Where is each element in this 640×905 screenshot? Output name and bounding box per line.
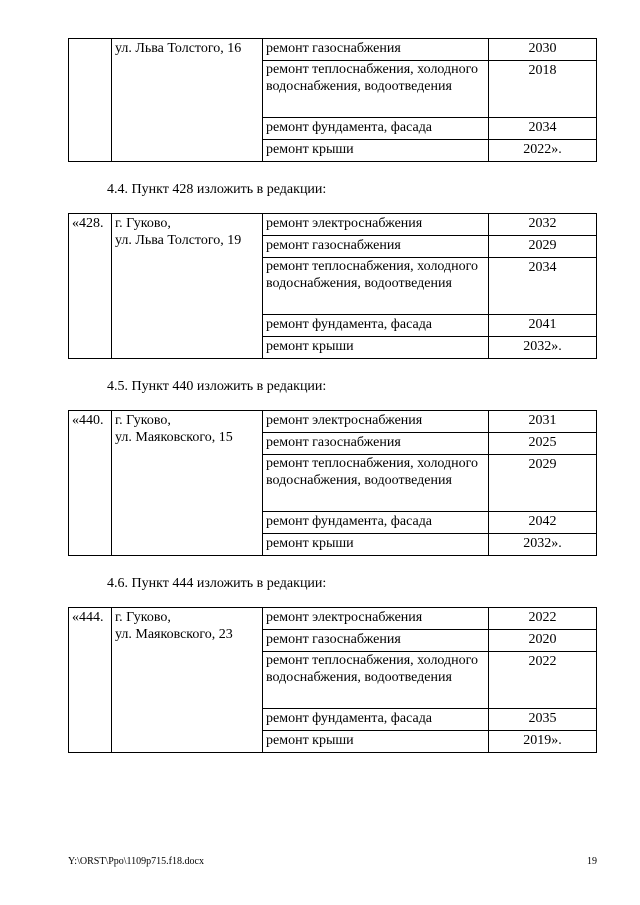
work-type-cell: ремонт крыши [263, 140, 489, 162]
year-cell: 2035 [489, 709, 597, 731]
work-type-cell: ремонт газоснабжения [263, 433, 489, 455]
work-type-cell: ремонт газоснабжения [263, 39, 489, 61]
work-type-cell: ремонт электроснабжения [263, 411, 489, 433]
table-row [69, 214, 597, 236]
work-type-cell: ремонт крыши [263, 731, 489, 753]
year-cell: 2029 [489, 455, 597, 512]
year-cell: 2032». [489, 337, 597, 359]
section-heading: 4.5. Пункт 440 изложить в редакции: [107, 379, 327, 394]
work-type-cell: ремонт газоснабжения [263, 630, 489, 652]
work-type-cell: ремонт электроснабжения [263, 608, 489, 630]
year-cell: 2034 [489, 118, 597, 140]
address-city: г. Гуково, [115, 413, 171, 428]
address-table [68, 410, 597, 556]
section-heading: 4.6. Пункт 444 изложить в редакции: [107, 576, 327, 591]
section-heading: 4.4. Пункт 428 изложить в редакции: [107, 182, 327, 197]
address-cell [112, 214, 263, 359]
work-type-cell: ремонт фундамента, фасада [263, 118, 489, 140]
address-table-continued [68, 38, 597, 162]
year-cell: 2034 [489, 258, 597, 315]
address-cell [112, 608, 263, 753]
address-street: ул. Маяковского, 15 [115, 430, 233, 445]
year-cell: 2025 [489, 433, 597, 455]
address-cell [112, 411, 263, 556]
work-type-cell: ремонт фундамента, фасада [263, 709, 489, 731]
table-row [69, 411, 597, 433]
address-city: г. Гуково, [115, 216, 171, 231]
address-street: ул. Маяковского, 23 [115, 627, 233, 642]
work-type-cell: ремонт электроснабжения [263, 214, 489, 236]
address-table [68, 607, 597, 753]
work-type-cell: ремонт теплоснабжения, холодного водоснабжения, водоотведения [263, 61, 489, 118]
year-cell: 2029 [489, 236, 597, 258]
year-cell: 2022». [489, 140, 597, 162]
work-type-cell: ремонт теплоснабжения, холодного водоснабжения, водоотведения [263, 652, 489, 709]
work-type-cell: ремонт теплоснабжения, холодного водоснабжения, водоотведения [263, 455, 489, 512]
address-table [68, 213, 597, 359]
work-type-cell: ремонт теплоснабжения, холодного водоснабжения, водоотведения [263, 258, 489, 315]
address-street: ул. Льва Толстого, 19 [115, 233, 242, 248]
year-cell: 2030 [489, 39, 597, 61]
item-number-cell [69, 39, 112, 162]
year-cell: 2032». [489, 534, 597, 556]
work-type-cell: ремонт крыши [263, 337, 489, 359]
year-cell: 2032 [489, 214, 597, 236]
year-cell: 2042 [489, 512, 597, 534]
page-number: 19 [587, 856, 597, 867]
year-cell: 2041 [489, 315, 597, 337]
footer-file-path: Y:\ORST\Ppo\1109p715.f18.docx [68, 856, 204, 867]
item-number-cell: «428. [69, 214, 112, 359]
table-row [69, 608, 597, 630]
year-cell: 2031 [489, 411, 597, 433]
work-type-cell: ремонт крыши [263, 534, 489, 556]
year-cell: 2022 [489, 652, 597, 709]
year-cell: 2019». [489, 731, 597, 753]
year-cell: 2018 [489, 61, 597, 118]
year-cell: 2022 [489, 608, 597, 630]
work-type-cell: ремонт фундамента, фасада [263, 512, 489, 534]
year-cell: 2020 [489, 630, 597, 652]
work-type-cell: ремонт фундамента, фасада [263, 315, 489, 337]
item-number-cell: «440. [69, 411, 112, 556]
address-city: г. Гуково, [115, 610, 171, 625]
address-cell: ул. Льва Толстого, 16 [112, 39, 263, 162]
table-row [69, 39, 597, 61]
item-number-cell: «444. [69, 608, 112, 753]
work-type-cell: ремонт газоснабжения [263, 236, 489, 258]
